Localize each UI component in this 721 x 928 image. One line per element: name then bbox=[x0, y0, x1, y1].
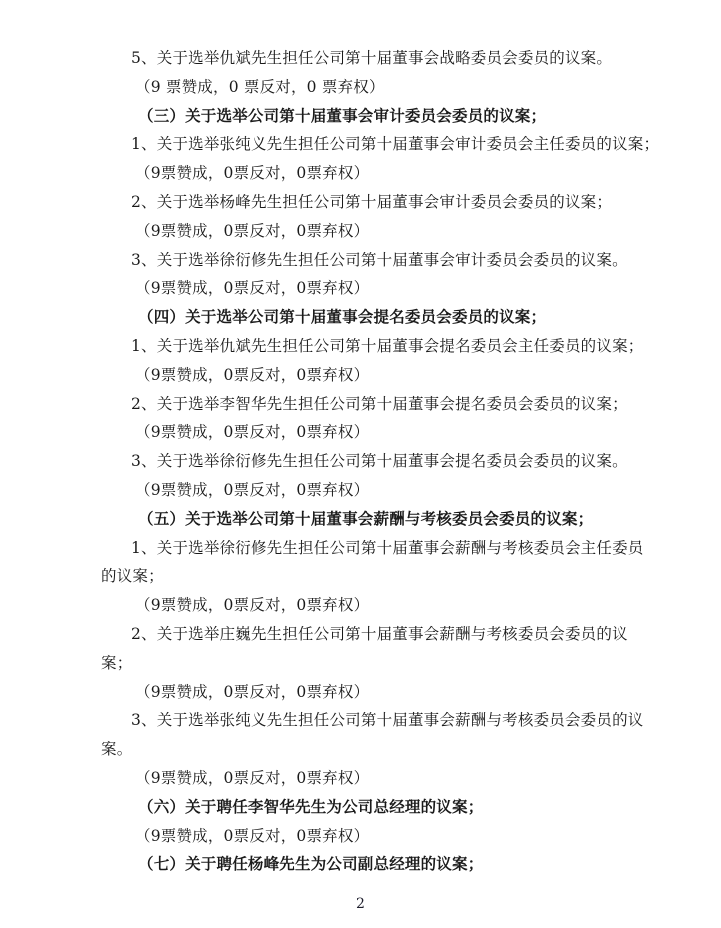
vote-result: （9票赞成，0票反对，0票弃权） bbox=[135, 826, 370, 845]
section-heading-3: （三）关于选举公司第十届董事会审计委员会委员的议案； bbox=[138, 105, 547, 125]
vote-result: （9票赞成，0票反对，0票弃权） bbox=[135, 221, 370, 240]
section-heading-4: （四）关于选举公司第十届董事会提名委员会委员的议案； bbox=[138, 307, 547, 327]
proposal-item: 2、关于选举李智华先生担任公司第十届董事会提名委员会委员的议案； bbox=[131, 394, 628, 413]
section-heading-7: （七）关于聘任杨峰先生为公司副总经理的议案； bbox=[138, 854, 484, 874]
proposal-item: 2、关于选举庄巍先生担任公司第十届董事会薪酬与考核委员会委员的议 bbox=[131, 624, 628, 643]
proposal-item: 1、关于选举仇斌先生担任公司第十届董事会提名委员会主任委员的议案； bbox=[131, 336, 644, 355]
vote-result: （9票赞成，0票反对，0票弃权） bbox=[135, 596, 370, 615]
proposal-item: 3、关于选举张纯义先生担任公司第十届董事会薪酬与考核委员会委员的议 bbox=[131, 711, 644, 730]
vote-result: （9票赞成，0票反对，0票弃权） bbox=[135, 164, 370, 183]
vote-result: （9票赞成，0票反对，0票弃权） bbox=[135, 768, 370, 787]
vote-result: （9票赞成，0票反对，0票弃权） bbox=[135, 423, 370, 442]
proposal-item-continuation: 案。 bbox=[101, 740, 133, 759]
section-heading-6: （六）关于聘任李智华先生为公司总经理的议案； bbox=[138, 796, 484, 816]
proposal-item: 5、关于选举仇斌先生担任公司第十届董事会战略委员会委员的议案。 bbox=[131, 49, 613, 67]
document-body bbox=[101, 44, 660, 879]
page-number: 2 bbox=[356, 896, 365, 912]
vote-result: （9票赞成，0票反对，0票弃权） bbox=[135, 279, 370, 298]
vote-result: （9 票赞成，0 票反对，0 票弃权） bbox=[135, 77, 385, 96]
proposal-item: 2、关于选举杨峰先生担任公司第十届董事会审计委员会委员的议案； bbox=[131, 192, 613, 211]
proposal-item: 1、关于选举徐衍修先生担任公司第十届董事会薪酬与考核委员会主任委员 bbox=[131, 538, 644, 557]
proposal-item-continuation: 的议案； bbox=[101, 567, 164, 586]
vote-result: （9票赞成，0票反对，0票弃权） bbox=[135, 365, 370, 384]
proposal-item-continuation: 案； bbox=[101, 653, 133, 672]
proposal-item: 1、关于选举张纯义先生担任公司第十届董事会审计委员会主任委员的议案； bbox=[131, 135, 660, 154]
proposal-item: 3、关于选举徐衍修先生担任公司第十届董事会提名委员会委员的议案。 bbox=[131, 452, 628, 471]
vote-result: （9票赞成，0票反对，0票弃权） bbox=[135, 480, 370, 499]
vote-result: （9票赞成，0票反对，0票弃权） bbox=[135, 682, 370, 701]
proposal-item: 3、关于选举徐衍修先生担任公司第十届董事会审计委员会委员的议案。 bbox=[131, 250, 628, 269]
section-heading-5: （五）关于选举公司第十届董事会薪酬与考核委员会委员的议案； bbox=[138, 508, 594, 528]
